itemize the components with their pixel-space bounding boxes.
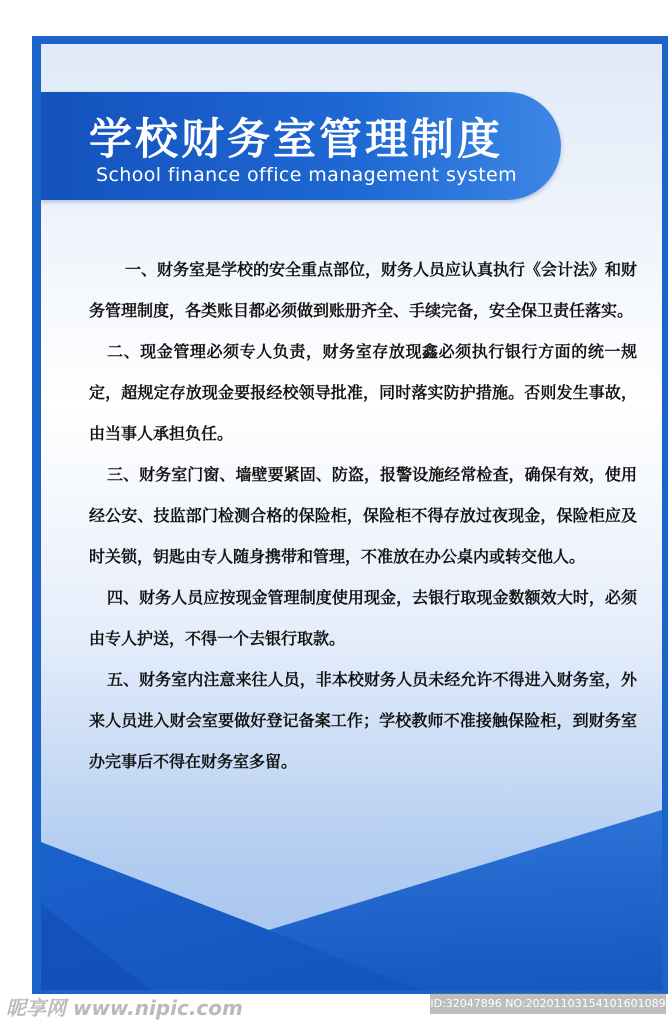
watermark-site: 昵享网 www.nipic.com (6, 996, 243, 1020)
regulation-body (89, 249, 637, 782)
page-title: 学校财务室管理制度 (89, 115, 503, 165)
regulation-paragraph-1: 一、财务室是学校的安全重点部位，财务人员应认真执行《会计法》和财务管理制度，各类账目都必须做到账册齐全、手续完备，安全保卫责任落实。 (89, 260, 638, 320)
poster-panel (41, 44, 662, 990)
page-subtitle-english: School finance office management system (96, 164, 518, 186)
regulation-paragraph-3: 三、财务室门窗、墙壁要紧固、防盗，报警设施经常检查，确保有效，使用经公安、技监部门检测合格的保险柜，保险柜不得存放过夜现金，保险柜应及时关锁，钥匙由专人随身携带和管理，不准放在办公桌内或转交他人。 (89, 465, 637, 566)
watermark-id: ID:32047896 NO:20201103154101601089 (430, 993, 666, 1014)
regulation-paragraph-2: 二、现金管理必须专人负责，财务室存放现鑫必须执行银行方面的统一规定，超规定存放现金要报经校领导批准，同时落实防护措施。否则发生事故，由当事人承担负任。 (89, 342, 637, 443)
regulation-paragraph-4: 四、财务人员应按现金管理制度使用现金，去银行取现金数额效大时，必须由专人护送，不得一个去银行取款。 (89, 588, 637, 648)
regulation-paragraph-5: 五、财务室内注意来往人员，非本校财务人员未经允许不得进入财务室，外来人员进入财会室要做好登记备案工作；学校教师不准接触保险柜，到财务室办完事后不得在财务室多留。 (89, 670, 637, 771)
